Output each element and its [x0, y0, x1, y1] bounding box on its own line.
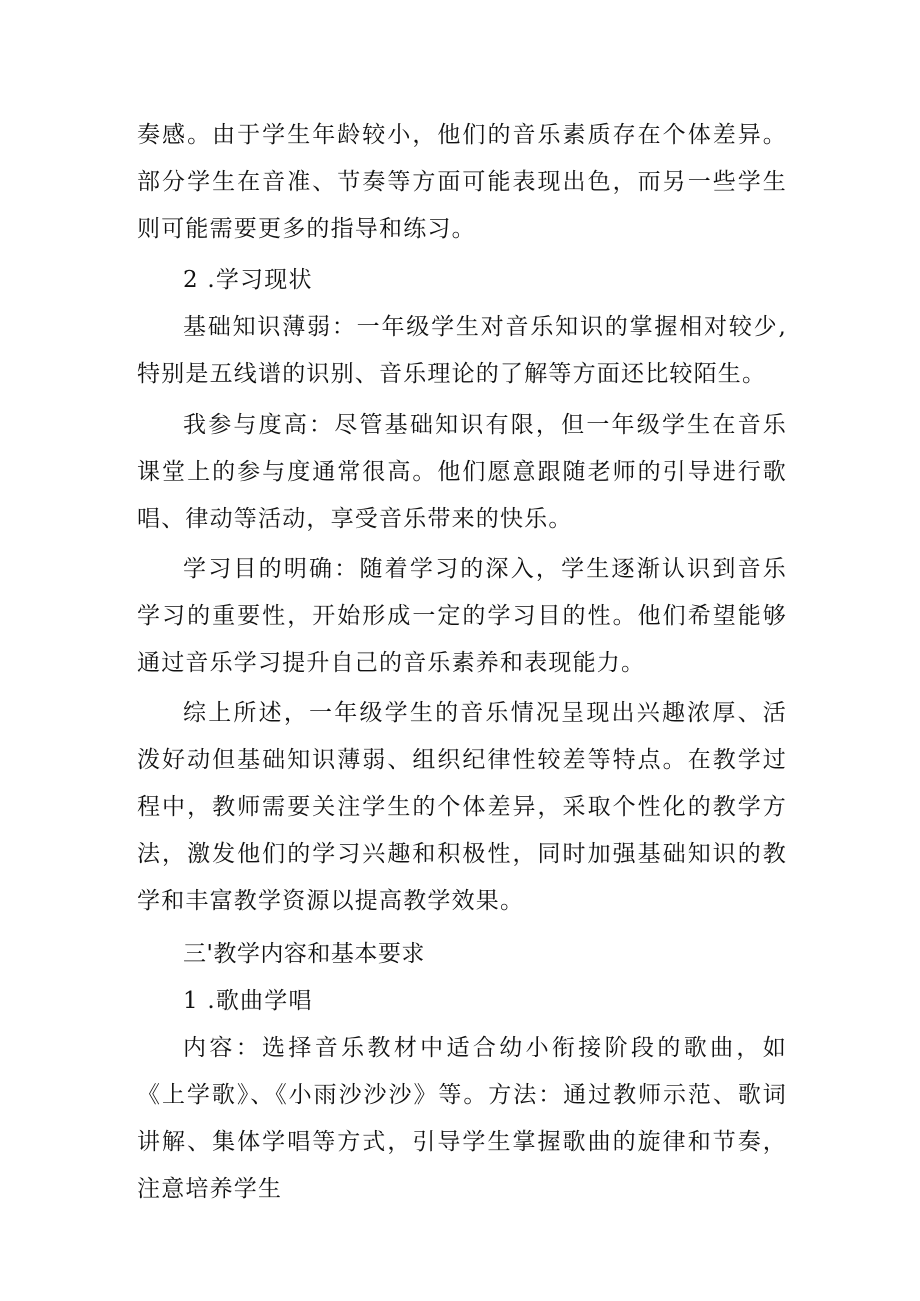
section-heading-teaching-content: 三'教学内容和基本要求	[183, 941, 425, 967]
paragraph-summary: 综上所述，一年级学生的音乐情况呈现出兴趣浓厚、活泼好动但基础知识薄弱、组织纪律性较差等特点。在教学过程中，教师需要关注学生的个体差异，采取个性化的教学方法，激发他们的学习兴趣和积极性，同时加强基础知识的教学和丰富教学资源以提高教学效果。	[137, 700, 787, 914]
subheading-learning-status: 2 .学习现状	[183, 267, 313, 293]
subheading-song-learning: 1 .歌曲学唱	[183, 988, 313, 1014]
paragraph-high-participation: 我参与度高：尽管基础知识有限，但一年级学生在音乐课堂上的参与度通常很高。他们愿意跟随老师的引导进行歌唱、律动等活动，享受音乐带来的快乐。	[137, 412, 787, 532]
paragraph-weak-foundation: 基础知识薄弱：一年级学生对音乐知识的掌握相对较少,特别是五线谱的识别、音乐理论的了解等方面还比较陌生。	[137, 314, 787, 387]
paragraph-song-content: 内容：选择音乐教材中适合幼小衔接阶段的歌曲，如《上学歌》、《小雨沙沙沙》等。方法：通过教师示范、歌词讲解、集体学唱等方式，引导学生掌握歌曲的旋律和节奏，注意培养学生	[137, 1035, 787, 1202]
paragraph-clear-purpose: 学习目的明确：随着学习的深入，学生逐渐认识到音乐学习的重要性，开始形成一定的学习目的性。他们希望能够通过音乐学习提升自己的音乐素养和表现能力。	[137, 556, 787, 676]
paragraph-continuation: 奏感。由于学生年龄较小，他们的音乐素质存在个体差异。部分学生在音准、节奏等方面可能表现出色，而另一些学生则可能需要更多的指导和练习。	[137, 122, 787, 242]
